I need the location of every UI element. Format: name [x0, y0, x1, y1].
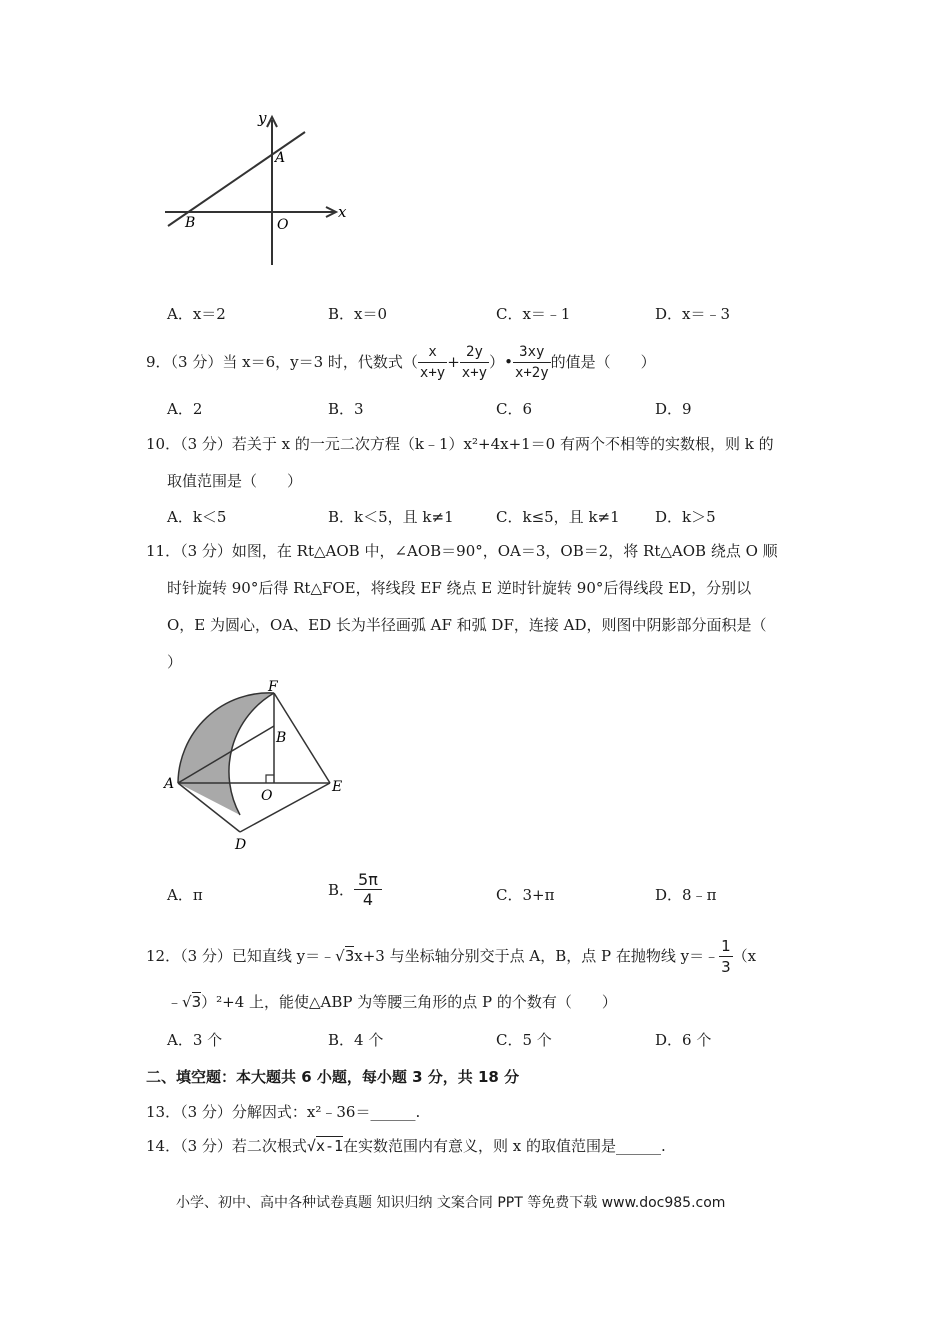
q12-option-c: C．5 个: [496, 1031, 552, 1049]
label-a: A: [275, 150, 286, 166]
right-angle-mark: [266, 775, 274, 783]
label-x: x: [338, 203, 347, 221]
q12-frac-numerator: 1: [721, 936, 731, 955]
q9-option-b: B．3: [328, 400, 364, 418]
q11-b-denominator: 4: [362, 890, 374, 909]
label-b: B: [276, 730, 287, 746]
q11-option-b: [328, 870, 382, 909]
q11-line-2: 时针旋转 90°后得 Rt△FOE，将线段 EF 绕点 E 逆时针旋转 90°后得线段 ED，分别以: [167, 579, 752, 597]
q9-f3-denominator: x+2y: [514, 364, 549, 381]
q11-line-3: O，E 为圆心，OA、ED 长为半径画弧 AF 和弧 DF，连接 AD，则图中阴影部分面积是（: [167, 616, 767, 634]
q12-line-1: [146, 936, 756, 976]
q10-option-d: D．k＞5: [655, 508, 716, 526]
label-o: O: [261, 788, 273, 804]
q9-suffix: 的值是（ ）: [550, 353, 656, 371]
q12-sqrt3-b-radicand: 3: [191, 993, 202, 1011]
q9-stem: [146, 340, 656, 384]
q12-option-a: A．3 个: [167, 1031, 223, 1049]
q12-option-b: B．4 个: [328, 1031, 384, 1049]
segment-ed: [240, 783, 330, 832]
q9-fraction-1: [418, 342, 447, 383]
q12-sqrt3-radicand: 3: [344, 947, 355, 965]
q13: 13．（3 分）分解因式：x²﹣36＝______.: [146, 1103, 421, 1121]
label-b: B: [185, 215, 196, 231]
q9-plus: +: [447, 353, 460, 371]
q11-option-c: C．3+π: [496, 886, 555, 904]
q9-fraction-2: [460, 342, 489, 383]
footer-text: 小学、初中、高中各种试卷真题 知识归纳 文案合同 PPT 等免费下载 www.doc985.com: [176, 1195, 726, 1211]
q14-sqrt: √x-1: [306, 1137, 344, 1155]
linear-graph-figure: [150, 105, 360, 275]
q9-mid: ）•: [489, 353, 513, 371]
q8-option-b: B．x＝0: [328, 305, 388, 323]
section-2-heading: 二、填空题：本大题共 6 小题，每小题 3 分，共 18 分: [146, 1068, 520, 1086]
q12-sqrt3: √3: [335, 947, 355, 965]
q10-line-2: 取值范围是（ ）: [167, 472, 303, 490]
label-f: F: [268, 680, 278, 695]
q12-option-d: D．6 个: [655, 1031, 712, 1049]
q9-f2-denominator: x+y: [461, 364, 488, 381]
rotation-figure: [158, 680, 358, 855]
q12-text-d: ﹣: [167, 993, 183, 1011]
q10-option-c: C．k≤5，且 k≠1: [496, 508, 620, 526]
q14-prefix: 14．（3 分）若二次根式: [146, 1137, 307, 1155]
q12-text-c: （x: [732, 947, 757, 965]
q11-b-numerator: 5π: [354, 870, 382, 890]
q9-f1-numerator: x: [418, 342, 447, 363]
q9-option-a: A．2: [167, 400, 203, 418]
q9-option-d: D．9: [655, 400, 692, 418]
q11-option-b-fraction: [354, 870, 382, 909]
label-y: y: [258, 109, 267, 127]
q12-text-b: x+3 与坐标轴分别交于点 A，B，点 P 在抛物线 y＝﹣: [354, 947, 720, 965]
q8-option-d: D．x＝﹣3: [655, 305, 731, 323]
q11-line-1: 11．（3 分）如图，在 Rt△AOB 中，∠AOB＝90°，OA＝3，OB＝2，将 Rt△AOB 绕点 O 顺: [146, 542, 778, 560]
q8-option-c: C．x＝﹣1: [496, 305, 571, 323]
q14-radicand: x-1: [315, 1137, 344, 1155]
label-o: O: [277, 217, 289, 233]
q9-fraction-3: [513, 342, 551, 383]
q10-option-b: B．k＜5，且 k≠1: [328, 508, 454, 526]
q9-f1-denominator: x+y: [419, 364, 446, 381]
q11-line-4: ）: [167, 653, 183, 671]
q9-prefix: 9．（3 分）当 x＝6，y＝3 时，代数式（: [146, 353, 418, 371]
q12-sqrt3-b: √3: [182, 993, 202, 1011]
q12-line-2: [167, 992, 617, 1012]
q14-suffix: 在实数范围内有意义，则 x 的取值范围是______.: [343, 1137, 666, 1155]
q10-option-a: A．k＜5: [167, 508, 227, 526]
q11-option-d: D．8﹣π: [655, 886, 717, 904]
q12-fraction: [719, 936, 733, 977]
q14: [146, 1136, 666, 1156]
q11-option-b-prefix: B．: [328, 881, 355, 899]
q11-option-a: A．π: [167, 886, 203, 904]
q12-text-e: ）²+4 上，能使△ABP 为等腰三角形的点 P 的个数有（ ）: [201, 993, 617, 1011]
q10-line-1: 10．（3 分）若关于 x 的一元二次方程（k﹣1）x²+4x+1＝0 有两个不相等的实数根，则 k 的: [146, 435, 774, 453]
label-e: E: [332, 779, 343, 795]
label-a: A: [164, 776, 175, 792]
q9-option-c: C．6: [496, 400, 533, 418]
q12-text-a: 12．（3 分）已知直线 y＝﹣: [146, 947, 336, 965]
q12-frac-denominator: 3: [721, 957, 731, 976]
q9-f2-numerator: 2y: [460, 342, 489, 363]
q8-option-a: A．x＝2: [167, 305, 226, 323]
q9-f3-numerator: 3xy: [513, 342, 551, 363]
label-d: D: [235, 837, 247, 853]
